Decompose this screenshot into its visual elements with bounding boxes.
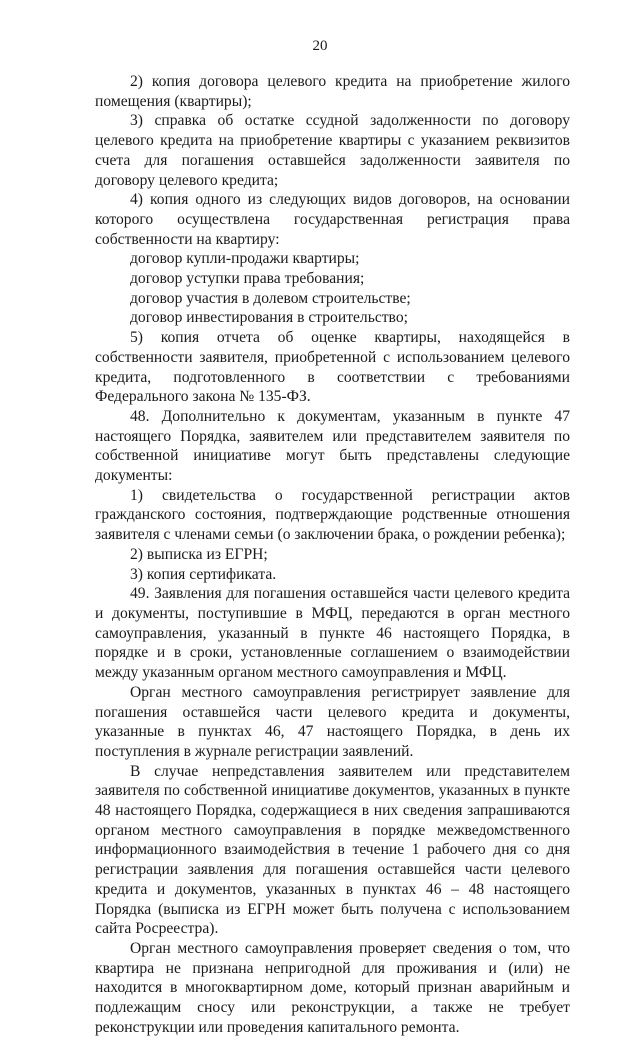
paragraph-48-item-1: 1) свидетельства о государственной регистрации актов гражданского состояния, подтверждающие родственные отношения заявителя с членами семьи (о заключении брака, о рождении ребенка); [95,486,570,544]
paragraph-verification: Орган местного самоуправления проверяет сведения о том, что квартира не признана непригодной для проживания и (или) не находится в многоквартирном доме, который признан аварийным и подлежащим сносу или реконструкции, а также не требует реконструкции или проведения капитального ремонта. [95,939,570,1036]
paragraph-item-3: 3) справка об остатке ссудной задолженности по договору целевого кредита на приобретение квартиры с указанием реквизитов счета для погашения оставшейся задолженности заявителя по договору целевого кредита; [95,112,570,189]
contract-type-investment: договор инвестирования в строительство; [130,309,408,327]
paragraph-48-item-2: 2) выписка из ЕГРН; [130,545,268,563]
paragraph-interagency-request: В случае непредставления заявителем или представителем заявителя по собственной инициативе документов, указанных в пункте 48 настоящего Порядка, содержащиеся в них сведения запрашиваются органом местного самоуправления в порядке межведомственного информационного взаимодействия в течение 1 рабочего дня со дня регистрации заявления для погашения оставшейся части целевого кредита и документов, указанных в пунктах 46 – 48 настоящего Порядка (выписка из ЕГРН может быть получена с использованием сайта Росреестра). [95,762,570,938]
contract-type-shared-construction: договор участия в долевом строительстве; [130,289,411,307]
paragraph-item-2: 2) копия договора целевого кредита на приобретение жилого помещения (квартиры); [95,73,570,110]
paragraph-registration: Орган местного самоуправления регистрирует заявление для погашения оставшейся части целевого кредита и документы, указанные в пунктах 46, 47 настоящего Порядка, в день их поступления в журнале регистрации заявлений. [95,683,570,760]
page-number: 20 [312,38,328,54]
document-body [95,72,570,1037]
paragraph-section-49: 49. Заявления для погашения оставшейся части целевого кредита и документы, поступившие в МФЦ, передаются в орган местного самоуправления, указанный в пункте 46 настоящего Порядка, в порядке и в сроки, установленные соглашением о взаимодействии между указанным органом местного самоуправления и МФЦ. [95,585,570,682]
contract-type-sale: договор купли-продажи квартиры; [130,250,360,268]
paragraph-section-48: 48. Дополнительно к документам, указанным в пункте 47 настоящего Порядка, заявителем или представителем заявителя по собственной инициативе могут быть представлены следующие документы: [95,407,570,485]
paragraph-item-5: 5) копия отчета об оценке квартиры, находящейся в собственности заявителя, приобретенной с использованием целевого кредита, подготовленного в соответствии с требованиями Федерального закона № 135-ФЗ. [95,329,570,406]
contract-type-assignment: договор уступки права требования; [130,270,365,288]
paragraph-item-4: 4) копия одного из следующих видов договоров, на основании которого осуществлена государственная регистрация права собственности на квартиру: [95,191,570,248]
paragraph-48-item-3: 3) копия сертификата. [130,565,277,583]
